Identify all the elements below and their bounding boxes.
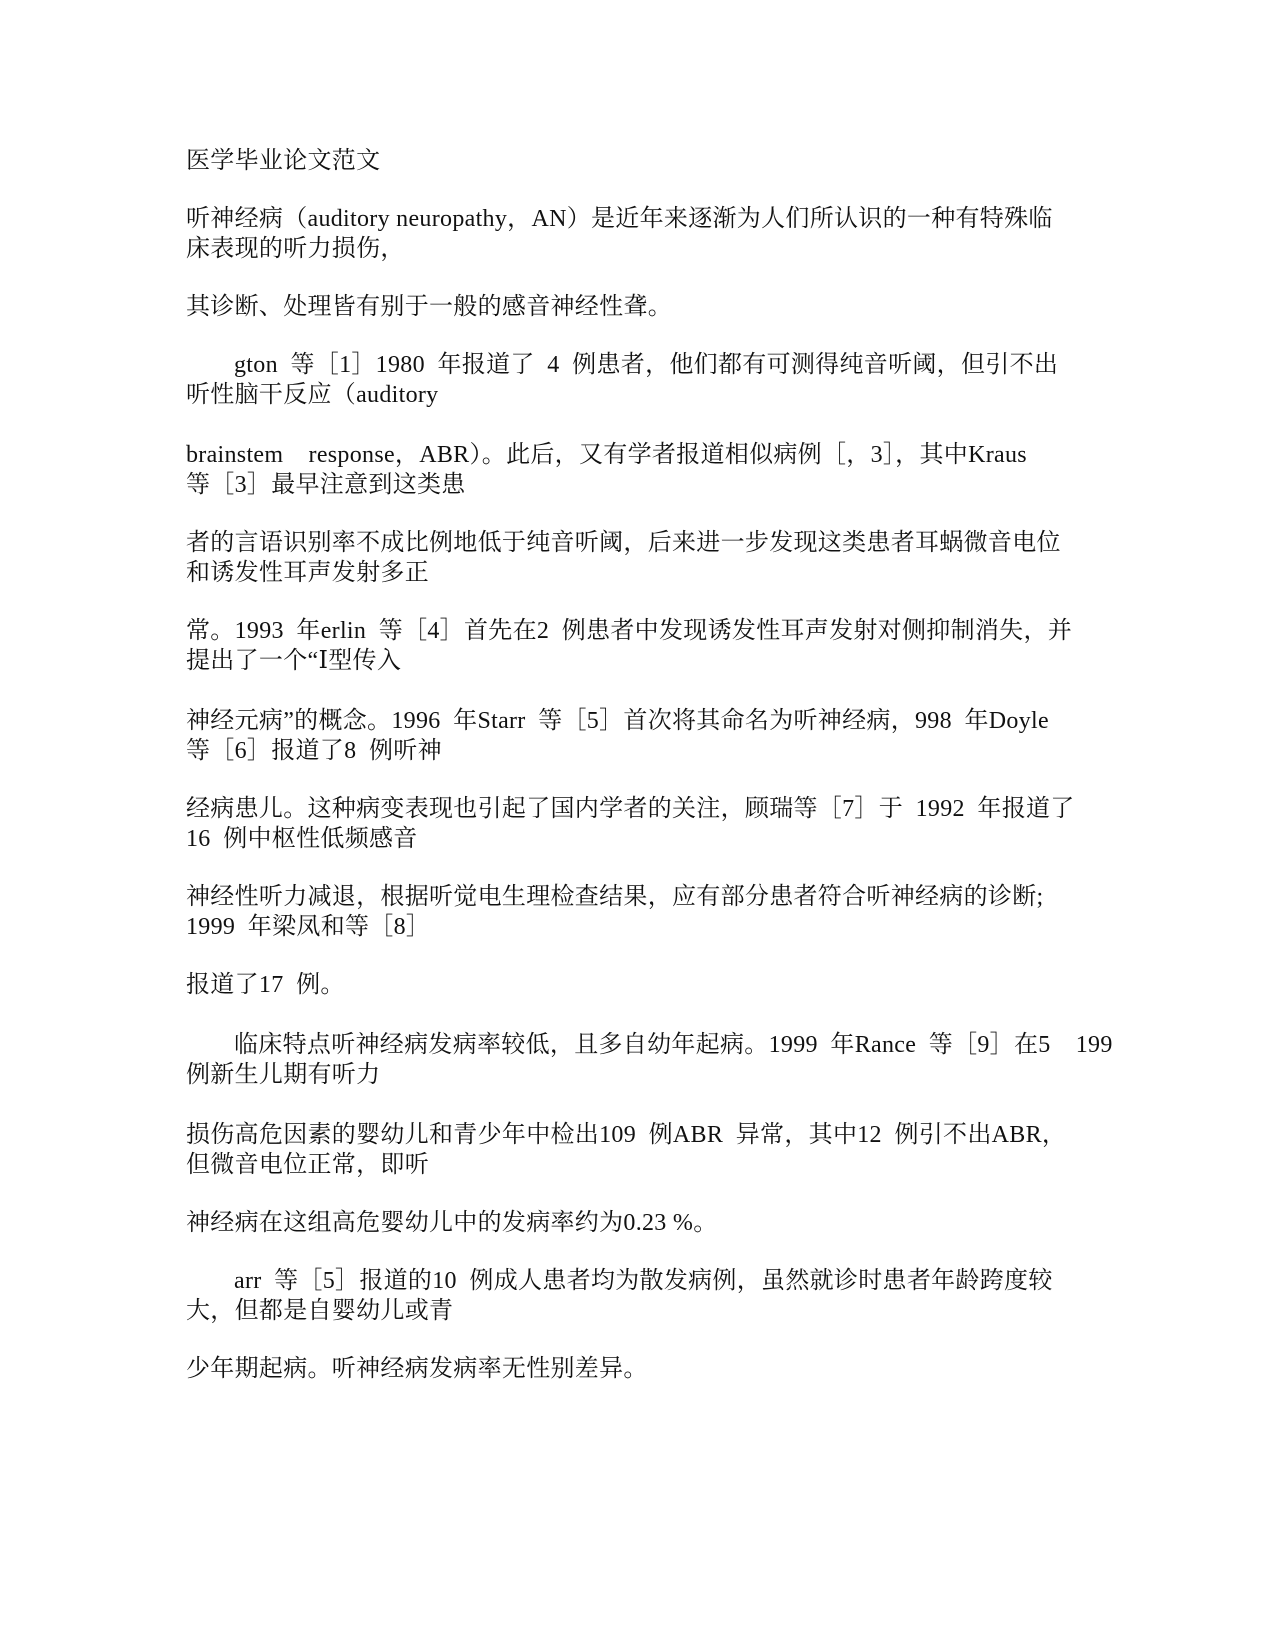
text-line: 1999 年梁凤和等［8］: [186, 914, 431, 940]
text-line: 神经病在这组高危婴幼儿中的发病率约为0.23 %。: [186, 1210, 718, 1236]
text-line: 少年期起病。听神经病发病率无性别差异。: [186, 1356, 648, 1382]
text-line: 者的言语识别率不成比例地低于纯音听阈，后来进一步发现这类患者耳蜗微音电位: [186, 530, 1061, 556]
text-line: 经病患儿。这种病变表现也引起了国内学者的关注，顾瑞等［7］于 1992 年报道了: [186, 796, 1075, 822]
text-line: 其诊断、处理皆有别于一般的感音神经性聋。: [186, 294, 672, 320]
text-line: 大，但都是自婴幼儿或青: [186, 1298, 454, 1324]
text-line: 等［3］最早注意到这类患: [186, 472, 466, 498]
text-line: 常。1993 年erlin 等［4］首先在2 例患者中发现诱发性耳声发射对侧抑制消失，并: [186, 618, 1073, 644]
text-line: 和诱发性耳声发射多正: [186, 560, 429, 586]
text-line: 提出了一个“Ⅰ型传入: [186, 648, 402, 674]
text-line: 神经元病”的概念。1996 年Starr 等［5］首次将其命名为听神经病，998 年Doyle: [186, 708, 1049, 734]
text-line: 听神经病（auditory neuropathy，AN）是近年来逐渐为人们所认识的一种有特殊临: [186, 206, 1053, 232]
text-line: 床表现的听力损伤，: [186, 236, 405, 262]
text-line: 听性脑干反应（auditory: [186, 382, 439, 408]
document-title: 医学毕业论文范文: [186, 148, 381, 174]
text-line: 例新生儿期有听力: [186, 1062, 381, 1088]
text-line: 神经性听力减退，根据听觉电生理检查结果，应有部分患者符合听神经病的诊断;: [186, 884, 1044, 910]
text-line: 但微音电位正常，即听: [186, 1152, 429, 1178]
text-line: brainstem response，ABR）。此后，又有学者报道相似病例［，3］，其中Kraus: [186, 442, 1027, 468]
text-line: 16 例中枢性低频感音: [186, 826, 418, 852]
text-line: 临床特点听神经病发病率较低，且多自幼年起病。1999 年Rance 等［9］在5 199: [234, 1032, 1113, 1058]
text-line: 等［6］报道了8 例听神: [186, 738, 442, 764]
text-line: gton 等［1］1980 年报道了 4 例患者，他们都有可测得纯音听阈，但引不出: [234, 352, 1059, 378]
text-line: 报道了17 例。: [186, 972, 345, 998]
text-line: 损伤高危因素的婴幼儿和青少年中检出109 例ABR 异常，其中12 例引不出ABR，: [186, 1122, 1067, 1148]
text-line: arr 等［5］报道的10 例成人患者均为散发病例，虽然就诊时患者年龄跨度较: [234, 1268, 1053, 1294]
